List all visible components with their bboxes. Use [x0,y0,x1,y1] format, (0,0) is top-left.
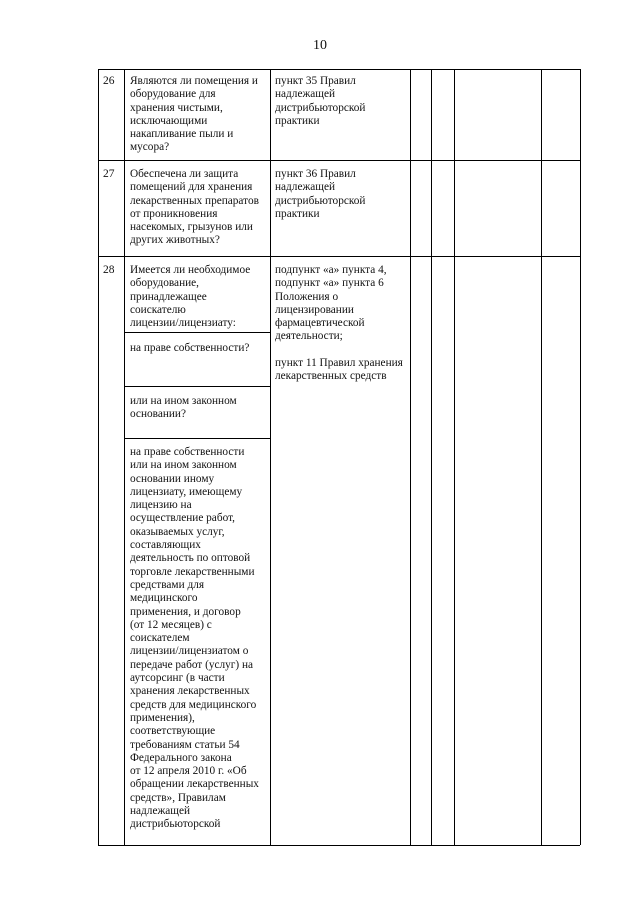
sub-question: на праве собственности или на ином законном основании иному лицензиату, имеющему лицензию на осуществление работ, оказываемых услуг, составляющих деятельность по оптовой торговле лекарственными средствами для медицинского применения, и договор (от 12 месяцев) с соискателем лицензии/лицензиатом о передаче работ (услуг) на аутсорсинг (в части хранения лекарственных средств для медицинского применения), соответствующие требованиям статьи 54 Федерального закона от 12 апреля 2010 г. «Об обращении лекарственных средств», Правилам надлежащей дистрибьюторской [130,446,259,831]
row-divider [98,256,580,257]
col-divider [124,69,125,845]
col-divider [410,69,411,845]
col-divider [454,69,455,845]
legal-reference: пункт 35 Правил надлежащей дистрибьюторской практики [275,75,366,127]
legal-reference: подпункт «а» пункта 4, подпункт «а» пункта 6 Положения о лицензировании фармацевтической деятельности; пункт 11 Правил хранения лекарственных средств [275,264,403,383]
requirement-question: Являются ли помещения и оборудование для хранения чистыми, исключающими накапливание пыли и мусора? [130,75,258,154]
sub-divider [124,332,270,333]
col-divider [270,69,271,845]
sub-divider [124,438,270,439]
row-divider [98,160,580,161]
page-number: 10 [313,38,327,53]
row-number: 27 [103,168,115,180]
sub-divider [124,386,270,387]
table-border-top [98,69,580,70]
col-divider [431,69,432,845]
col-divider [541,69,542,845]
row-number: 26 [103,75,115,87]
table-border-bottom [98,845,580,846]
sub-question: на праве собственности? [130,342,250,354]
requirement-question: Обеспечена ли защита помещений для хранения лекарственных препаратов от проникновения насекомых, грызунов или других животных? [130,168,259,247]
requirement-question: Имеется ли необходимое оборудование, принадлежащее соискателю лицензии/лицензиату: [130,264,251,330]
table-border-right [580,69,581,845]
sub-question: или на ином законном основании? [130,395,237,421]
legal-reference: пункт 36 Правил надлежащей дистрибьюторской практики [275,168,366,220]
table-border-left [98,69,99,845]
row-number: 28 [103,264,115,276]
